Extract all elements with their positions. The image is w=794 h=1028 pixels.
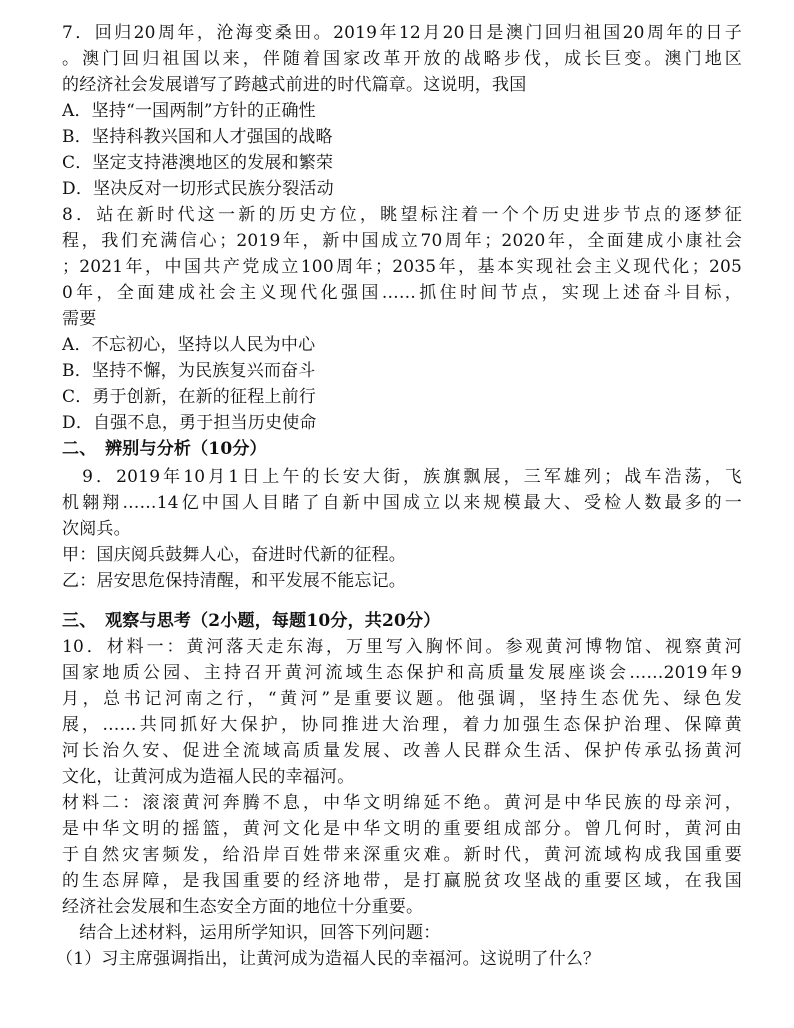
q10-m1-line-2: 国家地质公园、主持召开黄河流域生态保护和高质量发展座谈会……2019年9 — [62, 663, 742, 683]
q10-m2-line-4: 的生态屏障，是我国重要的经济地带，是打赢脱贫攻坚战的重要区域，在我国 — [62, 871, 742, 891]
q8-line-3: ；2021年，中国共产党成立100周年；2035年，基本实现社会主义现代化；205 — [62, 257, 742, 277]
q10-instruction: 结合上述材料，运用所学知识，回答下列问题： — [62, 923, 441, 943]
q10-m1-line-5: 河长治久安、促进全流域高质量发展、改善人民群众生活、保护传承弘扬黄河 — [62, 741, 742, 761]
q10-m2-line-1: 材料二：滚滚黄河奔腾不息，中华文明绵延不绝。黄河是中华民族的母亲河， — [62, 793, 742, 813]
q8-option-c: C．勇于创新，在新的征程上前行 — [62, 387, 317, 407]
q10-m1-line-4: 展，……共同抓好大保护，协同推进大治理，着力加强生态保护治理、保障黄 — [62, 715, 742, 735]
q8-line-1: 8．站在新时代这一新的历史方位，眺望标注着一个个历史进步节点的逐梦征 — [62, 205, 742, 225]
q8-line-4: 0年，全面建成社会主义现代化强国……抓住时间节点，实现上述奋斗目标， — [62, 283, 742, 303]
section-2-heading: 二、 辨别与分析（10分） — [62, 439, 267, 459]
q8-option-a: A．不忘初心，坚持以人民为中心 — [62, 335, 316, 355]
q10-m1-line-1: 10．材料一：黄河落天走东海，万里写入胸怀间。参观黄河博物馆、视察黄河 — [62, 637, 742, 657]
q9-line-3: 次阅兵。 — [62, 519, 131, 539]
q7-option-b: B．坚持科教兴国和人才强国的战略 — [62, 127, 333, 147]
q7-option-d: D．坚决反对一切形式民族分裂活动 — [62, 179, 334, 199]
q7-line-2: 。澳门回归祖国以来，伴随着国家改革开放的战略步伐，成长巨变。澳门地区 — [62, 49, 742, 69]
q9-line-2: 机翱翔……14亿中国人目睹了自新中国成立以来规模最大、受检人数最多的一 — [62, 493, 742, 513]
q7-line-3: 的经济社会发展谱写了跨越式前进的时代篇章。这说明，我国 — [62, 75, 527, 95]
q7-option-a: A．坚持“一国两制”方针的正确性 — [62, 101, 316, 121]
q7-line-1: 7．回归20周年，沧海变桑田。2019年12月20日是澳门回归祖国20周年的日子 — [62, 23, 742, 43]
q9-line-1: 9．2019年10月1日上午的长安大街，族旗飘展，三军雄列；战车浩荡，飞 — [62, 467, 742, 487]
q8-line-5: 需要 — [62, 309, 97, 329]
q8-option-b: B．坚持不懈，为民族复兴而奋斗 — [62, 361, 316, 381]
q8-option-d: D．自强不息，勇于担当历史使命 — [62, 413, 317, 433]
section-3-heading: 三、 观察与思考（2小题，每题10分，共20分） — [62, 611, 441, 631]
q10-m1-line-6: 文化，让黄河成为造福人民的幸福河。 — [62, 767, 355, 787]
q8-line-2: 程，我们充满信心；2019年，新中国成立70周年；2020年，全面建成小康社会 — [62, 231, 742, 251]
q9-statement-jia: 甲：国庆阅兵鼓舞人心，奋进时代新的征程。 — [62, 545, 406, 565]
q10-m2-line-3: 于自然灾害频发，给沿岸百姓带来深重灾难。新时代，黄河流域构成我国重要 — [62, 845, 742, 865]
q9-statement-yi: 乙：居安思危保持清醒，和平发展不能忘记。 — [62, 571, 406, 591]
q10-m2-line-2: 是中华文明的摇篮，黄河文化是中华文明的重要组成部分。曾几何时，黄河由 — [62, 819, 742, 839]
q10-sub-1: （1）习主席强调指出，让黄河成为造福人民的幸福河。这说明了什么？ — [56, 949, 601, 969]
q7-option-c: C．坚定支持港澳地区的发展和繁荣 — [62, 153, 334, 173]
q10-m2-line-5: 经济社会发展和生态安全方面的地位十分重要。 — [62, 897, 424, 917]
q10-m1-line-3: 月，总书记河南之行，“黄河”是重要议题。他强调，坚持生态优先、绿色发 — [62, 689, 742, 709]
